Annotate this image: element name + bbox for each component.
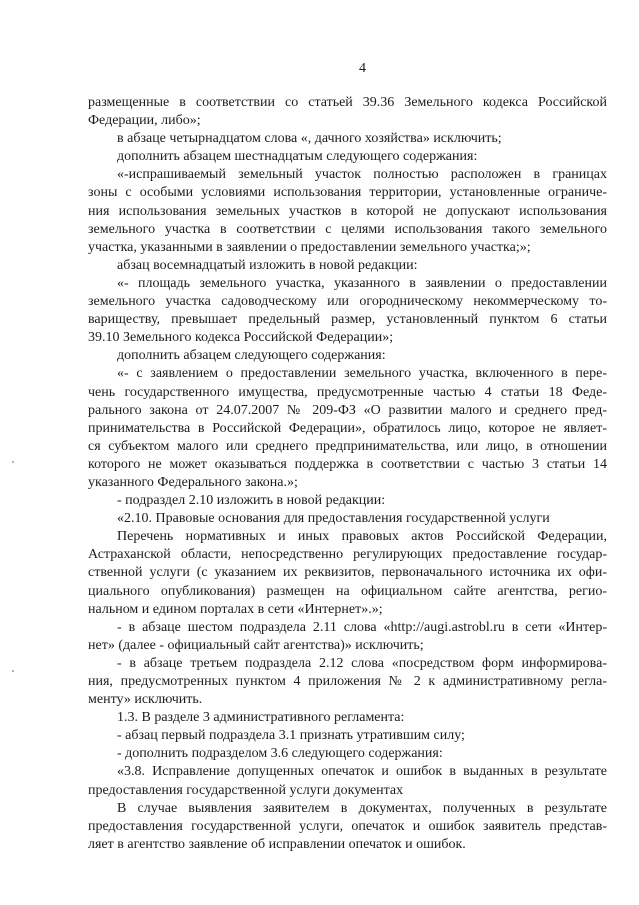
text-line: дополнить абзацем следующего содержания:: [117, 348, 386, 364]
text-line: размещенные в соответствии со статьей 39.36 Земельного кодекса Российской: [88, 95, 607, 110]
text-line: Астраханской области, непосредственно регулирующих предоставление государ-: [88, 547, 607, 563]
text-line: чень государственного имущества, предусмотренные частью 4 статьи 18 Феде-: [88, 384, 607, 400]
text-line: - подраздел 2.10 изложить в новой редакции:: [117, 493, 386, 509]
text-line: - дополнить подразделом 3.6 следующего содержания:: [117, 746, 443, 762]
text-line: абзац восемнадцатый изложить в новой редакции:: [117, 257, 418, 273]
text-line: Перечень нормативных и иных правовых актов Российской Федерации,: [117, 529, 607, 545]
text-line: зоны с особыми условиями использования территории, установленные ограниче-: [88, 185, 607, 201]
text-line: ния использования земельных участков в которой не допускают использования: [88, 203, 607, 219]
text-line: ственной услуги (с указанием их реквизитов, первоначального источника их офи-: [88, 565, 607, 581]
text-line: ляет в агентство заявление об исправлении опечаток и ошибок.: [88, 836, 466, 852]
text-line: которого не может оказываться поддержка в соответствии с частью 3 статьи 14: [88, 456, 607, 472]
text-line: в абзаце четырнадцатом слова «, дачного хозяйства» исключить;: [117, 131, 502, 147]
text-line: указанного Федерального закона.»;: [88, 474, 298, 490]
text-line: «- площадь земельного участка, указанного в заявлении о предоставлении: [117, 275, 607, 291]
text-line: - в абзаце шестом подраздела 2.11 слова «http://augi.astrobl.ru в сети «Интер-: [117, 619, 607, 635]
text-line: Федерации, либо»;: [88, 113, 201, 129]
text-line: 1.3. В разделе 3 административного регламента:: [117, 710, 405, 726]
text-line: «-испрашиваемый земельный участок полностью расположен в границах: [117, 167, 607, 183]
text-line: В случае выявления заявителем в документах, полученных в результате: [117, 800, 607, 816]
text-line: земельного участка в соответствии с целями использования такого земельного: [88, 221, 607, 237]
text-line: рального закона от 24.07.2007 № 209-ФЗ «О развитии малого и среднего пред-: [88, 402, 607, 418]
text-line: нальном и едином порталах в сети «Интернет».»;: [88, 601, 383, 617]
text-line: вариществу, превышает предельный размер, установленный пунктом 6 статьи: [88, 312, 607, 328]
text-line: дополнить абзацем шестнадцатым следующего содержания:: [117, 149, 478, 165]
text-line: менту» исключить.: [88, 692, 203, 708]
section-heading: предоставления государственной услуги документах: [88, 782, 404, 798]
text-line: - в абзаце третьем подраздела 2.12 слова «посредством форм информирова-: [117, 655, 607, 671]
text-line: принимательства в Российской Федерации», обратилось лицо, которое не являет-: [88, 420, 607, 436]
text-line: нет» (далее - официальный сайт агентства)» исключить;: [88, 637, 424, 653]
text-line: ся субъектом малого или среднего предпринимательства, или лицо, в отношении: [88, 438, 607, 454]
scan-speck: [12, 461, 14, 463]
text-line: «- с заявлением о предоставлении земельного участка, включенного в пере-: [117, 366, 607, 382]
section-heading: «2.10. Правовые основания для предоставления государственной услуги: [117, 511, 550, 527]
document-body: [88, 94, 607, 854]
text-line: 39.10 Земельного кодекса Российской Федерации»;: [88, 330, 394, 346]
text-line: участка, указанными в заявлении о предоставлении земельного участка;»;: [88, 239, 531, 255]
text-line: предоставления государственной услуги, опечаток и ошибок заявитель представ-: [88, 818, 607, 834]
scan-speck: [12, 670, 14, 672]
text-line: ния, предусмотренных пунктом 4 приложения № 2 к административному регла-: [88, 674, 607, 689]
text-line: циального опубликования) размещен на официальном сайте агентства, регио-: [88, 583, 607, 599]
text-line: земельного участка садоводческому или огородническому некоммерческому то-: [88, 294, 607, 310]
page-number: 4: [359, 61, 366, 76]
text-line: - абзац первый подраздела 3.1 признать утратившим силу;: [117, 728, 465, 744]
section-heading: «3.8. Исправление допущенных опечаток и ошибок в выданных в результате: [117, 764, 607, 780]
